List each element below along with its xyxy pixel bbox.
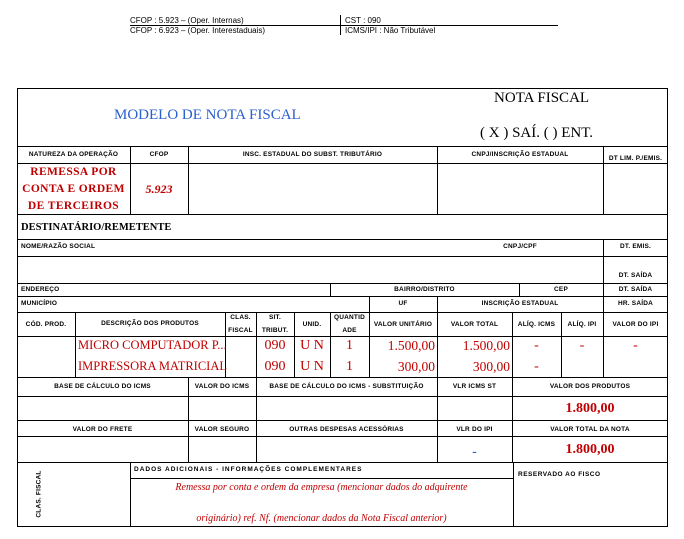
clas-fiscal-side-label: CLAS. FISCAL bbox=[35, 470, 43, 518]
label-insc-subst: INSC. ESTADUAL DO SUBST. TRIBUTÁRIO bbox=[242, 151, 383, 158]
label-cnpj-cpf: CNPJ/CPF bbox=[503, 243, 537, 250]
label-hr-saida: HR. SAÍDA bbox=[617, 300, 654, 307]
col-clas-1: CLAS. bbox=[230, 314, 251, 321]
label-dt-saida: DT. SAÍDA bbox=[618, 272, 653, 279]
label-reservado-fisco: RESERVADO AO FISCO bbox=[518, 471, 601, 478]
col-valor-unit: VALOR UNITÁRIO bbox=[373, 321, 433, 328]
label-dt-emis: DT. EMIS. bbox=[619, 243, 652, 250]
col-descricao: DESCRIÇÃO DOS PRODUTOS bbox=[101, 320, 199, 327]
label-valor-frete: VALOR DO FRETE bbox=[72, 426, 133, 433]
label-endereco: ENDEREÇO bbox=[21, 286, 60, 293]
col-aliq-ipi: ALÍQ. IPI bbox=[567, 321, 597, 328]
col-valor-ipi: VALOR DO IPI bbox=[612, 321, 659, 328]
col-aliq-icms: ALÍQ. ICMS bbox=[517, 321, 556, 328]
col-quant-1: QUANTID bbox=[333, 314, 365, 321]
col-clas-2: FISCAL bbox=[228, 327, 253, 334]
label-natureza: NATUREZA DA OPERAÇÃO bbox=[28, 151, 119, 158]
item-sit-tribut: 090 bbox=[264, 338, 286, 353]
valor-total-nota-value: 1.800,00 bbox=[565, 442, 615, 457]
label-cnpj-insc: CNPJ/INSCRIÇÃO ESTADUAL bbox=[471, 151, 569, 158]
item-valor-unitario: 1.500,00 bbox=[387, 338, 435, 353]
nf-title: NOTA FISCAL bbox=[494, 90, 590, 106]
label-valor-produtos: VALOR DOS PRODUTOS bbox=[549, 383, 631, 390]
item-quantidade: 1 bbox=[346, 359, 353, 374]
label-dt-saida-2: DT. SAÍDA bbox=[618, 286, 653, 293]
col-sit-2: TRIBUT. bbox=[261, 327, 289, 334]
label-base-icms: BASE DE CÁLCULO DO ICMS bbox=[54, 383, 151, 390]
label-municipio: MUNICÍPIO bbox=[21, 300, 58, 307]
label-vlr-ipi: VLR DO IPI bbox=[456, 426, 493, 433]
col-valor-total: VALOR TOTAL bbox=[450, 321, 499, 328]
label-dados-adicionais: DADOS ADICIONAIS - INFORMAÇÕES COMPLEMENTARES bbox=[134, 466, 363, 473]
item-descricao: IMPRESSORA MATRICIAL bbox=[78, 359, 227, 373]
col-quant-2: ADE bbox=[342, 327, 357, 334]
label-nome: NOME/RAZÃO SOCIAL bbox=[21, 243, 96, 250]
label-cep: CEP bbox=[554, 286, 568, 293]
col-sit-1: SIT. bbox=[269, 314, 281, 321]
label-valor-icms: VALOR DO ICMS bbox=[194, 383, 250, 390]
valor-produtos-value: 1.800,00 bbox=[565, 401, 615, 416]
item-sit-tribut: 090 bbox=[264, 359, 286, 374]
item-aliq-icms: - bbox=[534, 359, 539, 374]
label-dt-lim: DT LIM. P./EMIS. bbox=[608, 155, 663, 162]
cfop-interestaduais-text: CFOP : 6.923 – (Oper. Interestaduais) bbox=[130, 26, 266, 35]
item-unid: U N bbox=[300, 359, 324, 374]
cfop-internas-text: CFOP : 5.923 – (Oper. Internas) bbox=[130, 16, 244, 25]
item-unid: U N bbox=[300, 338, 324, 353]
item-valor-unitario: 300,00 bbox=[397, 359, 435, 374]
section-destinatario: DESTINATÁRIO/REMETENTE bbox=[21, 222, 172, 233]
item-valor-ipi: - bbox=[633, 338, 638, 353]
col-unid: UNID. bbox=[302, 321, 322, 328]
item-valor-total: 300,00 bbox=[472, 359, 510, 374]
label-cfop: CFOP bbox=[149, 151, 169, 158]
item-descricao: MICRO COMPUTADOR P... bbox=[78, 338, 227, 352]
icms-ipi-text: ICMS/IPI : Não Tributável bbox=[345, 26, 436, 35]
dados-adicionais-line2: originário) ref. Nf. (mencionar dados da Nota Fiscal anterior) bbox=[196, 513, 447, 524]
label-outras-despesas: OUTRAS DESPESAS ACESSÓRIAS bbox=[289, 426, 404, 433]
vlr-ipi-value: - bbox=[472, 443, 477, 459]
label-insc-est: INSCRIÇÃO ESTADUAL bbox=[481, 300, 559, 307]
item-aliq-icms: - bbox=[534, 338, 539, 353]
model-title: MODELO DE NOTA FISCAL bbox=[114, 107, 301, 123]
item-aliq-ipi: - bbox=[579, 338, 585, 353]
item-valor-total: 1.500,00 bbox=[462, 338, 510, 353]
item-quantidade: 1 bbox=[346, 338, 353, 353]
dados-adicionais-line1: Remessa por conta e ordem da empresa (mencionar dados do adquirente bbox=[175, 482, 468, 493]
clas-fiscal-side-cell bbox=[17, 462, 130, 527]
label-valor-total-nota: VALOR TOTAL DA NOTA bbox=[550, 426, 630, 433]
cst-text: CST : 090 bbox=[345, 16, 381, 25]
cfop-value: 5.923 bbox=[145, 182, 173, 196]
label-vlr-icms-st: VLR ICMS ST bbox=[452, 383, 497, 390]
natureza-value: REMESSA POR CONTA E ORDEM DE TERCEIROS bbox=[22, 166, 125, 212]
label-base-icms-subst: BASE DE CÁLCULO DO ICMS - SUBSTITUIÇÃO bbox=[269, 383, 424, 390]
nf-type: ( X ) SAÍ. ( ) ENT. bbox=[480, 125, 594, 141]
label-valor-seguro: VALOR SEGURO bbox=[194, 426, 250, 433]
label-bairro: BAIRRO/DISTRITO bbox=[394, 286, 455, 293]
label-uf: UF bbox=[398, 300, 408, 307]
col-cod-prod: CÓD. PROD. bbox=[25, 321, 67, 328]
